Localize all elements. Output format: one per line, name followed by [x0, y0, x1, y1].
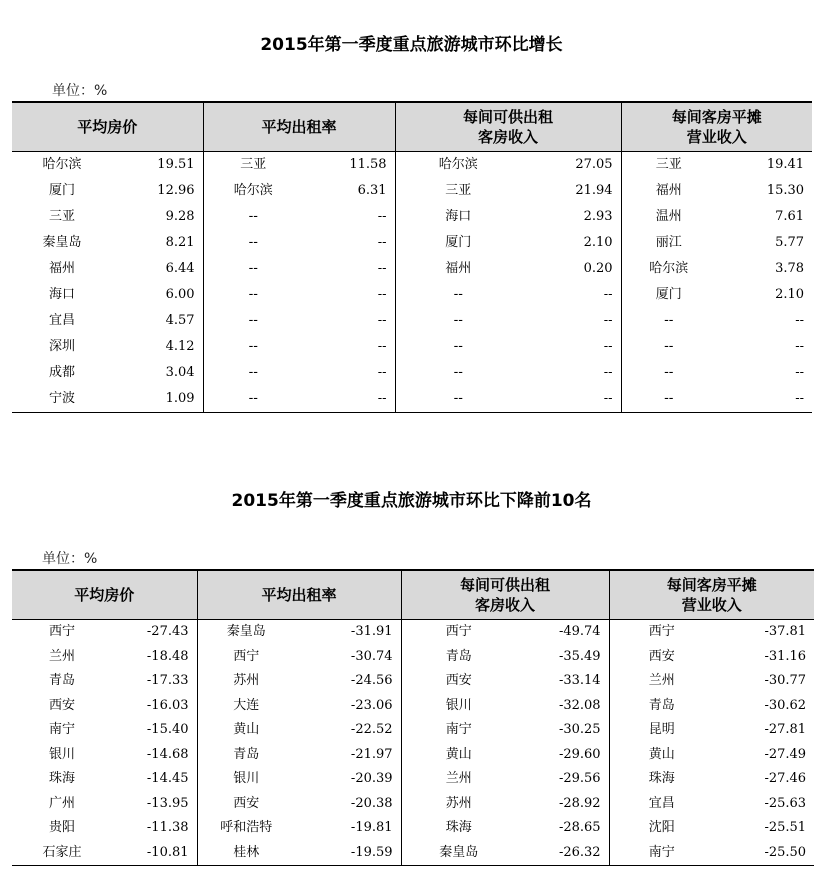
header-avg-occupancy: 平均出租率: [197, 570, 401, 620]
city-cell: 兰州: [609, 669, 714, 694]
value-cell: --: [603, 313, 613, 328]
table-row: [12, 718, 814, 743]
city-cell: 西宁: [48, 624, 75, 639]
table-row: [12, 620, 814, 645]
table-row: [12, 308, 812, 334]
table-row: [12, 334, 812, 360]
value-cell: 15.30: [766, 183, 805, 198]
city-cell: --: [203, 204, 303, 230]
value-cell: -28.92: [558, 795, 601, 811]
city-cell: --: [395, 308, 521, 334]
city-cell: --: [621, 308, 716, 334]
city-cell: 黄山: [197, 718, 295, 743]
value-cell: 8.21: [165, 235, 195, 250]
value-cell: --: [603, 287, 613, 302]
section1-unit: 单位：%: [52, 83, 108, 99]
value-cell: 11.58: [349, 157, 387, 172]
table-row: [12, 152, 812, 179]
value-cell: 3.04: [165, 365, 195, 380]
value-cell: -18.48: [146, 648, 189, 664]
value-cell: 21.94: [575, 183, 613, 198]
value-cell: 7.61: [775, 209, 805, 224]
value-cell: -17.33: [146, 673, 189, 688]
value-cell: -14.68: [146, 746, 189, 762]
table-row: [12, 386, 812, 413]
value-cell: 6.44: [165, 261, 195, 276]
value-cell: --: [377, 365, 387, 380]
city-cell: 兰州: [48, 648, 75, 664]
city-cell: 深圳: [48, 339, 75, 354]
city-cell: 珠海: [609, 767, 714, 792]
table-row: [12, 256, 812, 282]
table-row: [12, 178, 812, 204]
value-cell: -23.06: [350, 697, 393, 713]
city-cell: 呼和浩特: [197, 816, 295, 841]
header-avg-room-price: 平均房价: [12, 102, 203, 152]
value-cell: 4.12: [165, 339, 195, 354]
city-cell: 银川: [401, 694, 516, 719]
city-cell: 福州: [395, 256, 521, 282]
table-row: [12, 645, 814, 670]
city-cell: 南宁: [401, 718, 516, 743]
city-cell: 西安: [401, 669, 516, 694]
city-cell: 福州: [48, 261, 75, 276]
city-cell: --: [621, 386, 716, 413]
city-cell: 苏州: [401, 792, 516, 817]
section1-title: 2015年第一季度重点旅游城市环比增长: [260, 35, 563, 55]
city-cell: 昆明: [609, 718, 714, 743]
value-cell: --: [521, 386, 621, 413]
value-cell: -27.46: [764, 771, 807, 786]
decline-table-body: [12, 620, 814, 866]
city-cell: --: [203, 282, 303, 308]
header-revpar: 每间可供出租 客房收入: [395, 102, 621, 152]
value-cell: --: [377, 287, 387, 302]
value-cell: -27.81: [764, 722, 807, 737]
city-cell: 西安: [48, 697, 75, 713]
table-row: [12, 841, 814, 866]
city-cell: 三亚: [621, 152, 716, 179]
city-cell: 西宁: [401, 620, 516, 645]
value-cell: --: [603, 339, 613, 354]
city-cell: 温州: [621, 204, 716, 230]
growth-table-body: [12, 152, 812, 413]
header-revenue-per-room: 每间客房平摊 营业收入: [621, 102, 812, 152]
value-cell: -10.81: [112, 841, 197, 866]
value-cell: -29.60: [558, 746, 601, 762]
value-cell: -13.95: [146, 795, 189, 811]
city-cell: --: [395, 386, 521, 413]
city-cell: 哈尔滨: [621, 256, 716, 282]
city-cell: 福州: [621, 178, 716, 204]
value-cell: 4.57: [165, 313, 195, 328]
value-cell: -16.03: [146, 697, 189, 713]
city-cell: 三亚: [48, 209, 75, 224]
city-cell: --: [621, 360, 716, 386]
value-cell: 19.51: [157, 157, 195, 172]
city-cell: 大连: [197, 694, 295, 719]
value-cell: -31.91: [350, 624, 393, 639]
city-cell: --: [203, 386, 303, 413]
table-row: [12, 282, 812, 308]
value-cell: 6.00: [165, 287, 195, 302]
city-cell: 秦皇岛: [197, 620, 295, 645]
city-cell: 秦皇岛: [42, 235, 82, 250]
value-cell: 1.09: [112, 386, 203, 413]
value-cell: 2.10: [775, 287, 805, 302]
table-row: [12, 230, 812, 256]
value-cell: -19.59: [295, 841, 401, 866]
city-cell: 西宁: [197, 645, 295, 670]
city-cell: 宜昌: [609, 792, 714, 817]
value-cell: -26.32: [516, 841, 609, 866]
value-cell: --: [795, 313, 805, 328]
city-cell: 黄山: [609, 743, 714, 768]
growth-table: [12, 101, 812, 413]
value-cell: -30.62: [764, 697, 807, 713]
city-cell: 厦门: [48, 183, 75, 198]
header-avg-occupancy: 平均出租率: [203, 102, 395, 152]
value-cell: -19.81: [350, 820, 393, 835]
city-cell: 宜昌: [48, 313, 75, 328]
decline-table-header-row: [12, 570, 814, 620]
value-cell: 3.78: [775, 261, 805, 276]
city-cell: 丽江: [621, 230, 716, 256]
city-cell: 秦皇岛: [401, 841, 516, 866]
table-row: [12, 669, 814, 694]
value-cell: --: [377, 339, 387, 354]
city-cell: --: [203, 256, 303, 282]
value-cell: -22.52: [350, 722, 393, 737]
city-cell: 三亚: [395, 178, 521, 204]
value-cell: 2.93: [583, 209, 613, 224]
value-cell: -27.43: [146, 624, 189, 639]
city-cell: 贵阳: [48, 820, 75, 835]
value-cell: --: [377, 209, 387, 224]
city-cell: 西宁: [609, 620, 714, 645]
table-row: [12, 360, 812, 386]
value-cell: -20.38: [350, 795, 393, 811]
value-cell: --: [716, 386, 812, 413]
value-cell: --: [377, 261, 387, 276]
value-cell: -30.25: [558, 722, 601, 737]
city-cell: 珠海: [48, 771, 75, 786]
header-revenue-per-room: 每间客房平摊 营业收入: [609, 570, 814, 620]
header-avg-room-price: 平均房价: [12, 570, 197, 620]
city-cell: 三亚: [203, 152, 303, 179]
city-cell: 桂林: [197, 841, 295, 866]
city-cell: 青岛: [609, 694, 714, 719]
value-cell: 2.10: [583, 235, 613, 250]
value-cell: --: [795, 365, 805, 380]
value-cell: 5.77: [775, 235, 805, 250]
city-cell: 青岛: [48, 673, 75, 688]
table-row: [12, 816, 814, 841]
city-cell: 银川: [48, 746, 75, 762]
city-cell: 兰州: [401, 767, 516, 792]
table-row: [12, 204, 812, 230]
city-cell: --: [621, 334, 716, 360]
value-cell: -27.49: [764, 746, 807, 762]
city-cell: --: [203, 360, 303, 386]
value-cell: --: [377, 235, 387, 250]
decline-table: [12, 569, 814, 866]
value-cell: --: [795, 339, 805, 354]
city-cell: 青岛: [197, 743, 295, 768]
value-cell: -33.14: [558, 673, 601, 688]
city-cell: 南宁: [48, 722, 75, 737]
value-cell: -14.45: [146, 771, 189, 786]
value-cell: -11.38: [146, 820, 189, 835]
table-row: [12, 694, 814, 719]
value-cell: -20.39: [350, 771, 393, 786]
value-cell: -21.97: [350, 746, 393, 762]
value-cell: -32.08: [558, 697, 601, 713]
table-row: [12, 792, 814, 817]
value-cell: 27.05: [575, 157, 613, 172]
value-cell: --: [303, 386, 395, 413]
growth-table-header-row: [12, 102, 812, 152]
city-cell: 厦门: [621, 282, 716, 308]
city-cell: 成都: [48, 365, 75, 380]
value-cell: -15.40: [146, 722, 189, 737]
value-cell: 19.41: [766, 157, 805, 172]
city-cell: 哈尔滨: [395, 152, 521, 179]
value-cell: -35.49: [558, 648, 601, 664]
value-cell: -30.74: [350, 648, 393, 664]
table-row: [12, 743, 814, 768]
value-cell: -31.16: [764, 648, 807, 664]
value-cell: 0.20: [583, 261, 613, 276]
city-cell: --: [203, 308, 303, 334]
value-cell: --: [603, 365, 613, 380]
city-cell: 海口: [48, 287, 75, 302]
value-cell: -29.56: [558, 771, 601, 786]
value-cell: -37.81: [764, 624, 807, 639]
city-cell: --: [395, 334, 521, 360]
value-cell: -25.63: [764, 795, 807, 811]
value-cell: 12.96: [157, 183, 195, 198]
city-cell: 西安: [609, 645, 714, 670]
value-cell: -49.74: [558, 624, 601, 639]
section2-unit: 单位：%: [42, 551, 98, 567]
header-revpar: 每间可供出租 客房收入: [401, 570, 609, 620]
value-cell: -25.51: [764, 820, 807, 835]
value-cell: 9.28: [165, 209, 195, 224]
city-cell: 宁波: [12, 386, 112, 413]
value-cell: -28.65: [558, 820, 601, 835]
city-cell: --: [395, 282, 521, 308]
value-cell: 6.31: [357, 183, 387, 198]
city-cell: --: [203, 334, 303, 360]
city-cell: 黄山: [401, 743, 516, 768]
city-cell: 南宁: [609, 841, 714, 866]
value-cell: -24.56: [350, 673, 393, 688]
table-row: [12, 767, 814, 792]
value-cell: -30.77: [764, 673, 807, 688]
city-cell: 哈尔滨: [203, 178, 303, 204]
city-cell: --: [395, 360, 521, 386]
city-cell: 哈尔滨: [42, 157, 82, 172]
value-cell: -25.50: [714, 841, 814, 866]
city-cell: 青岛: [401, 645, 516, 670]
city-cell: 沈阳: [609, 816, 714, 841]
value-cell: --: [377, 313, 387, 328]
city-cell: 银川: [197, 767, 295, 792]
city-cell: 石家庄: [12, 841, 112, 866]
city-cell: --: [203, 230, 303, 256]
city-cell: 海口: [395, 204, 521, 230]
city-cell: 厦门: [395, 230, 521, 256]
section2-title: 2015年第一季度重点旅游城市环比下降前10名: [231, 491, 592, 511]
city-cell: 广州: [48, 795, 75, 811]
city-cell: 珠海: [401, 816, 516, 841]
city-cell: 西安: [197, 792, 295, 817]
city-cell: 苏州: [197, 669, 295, 694]
